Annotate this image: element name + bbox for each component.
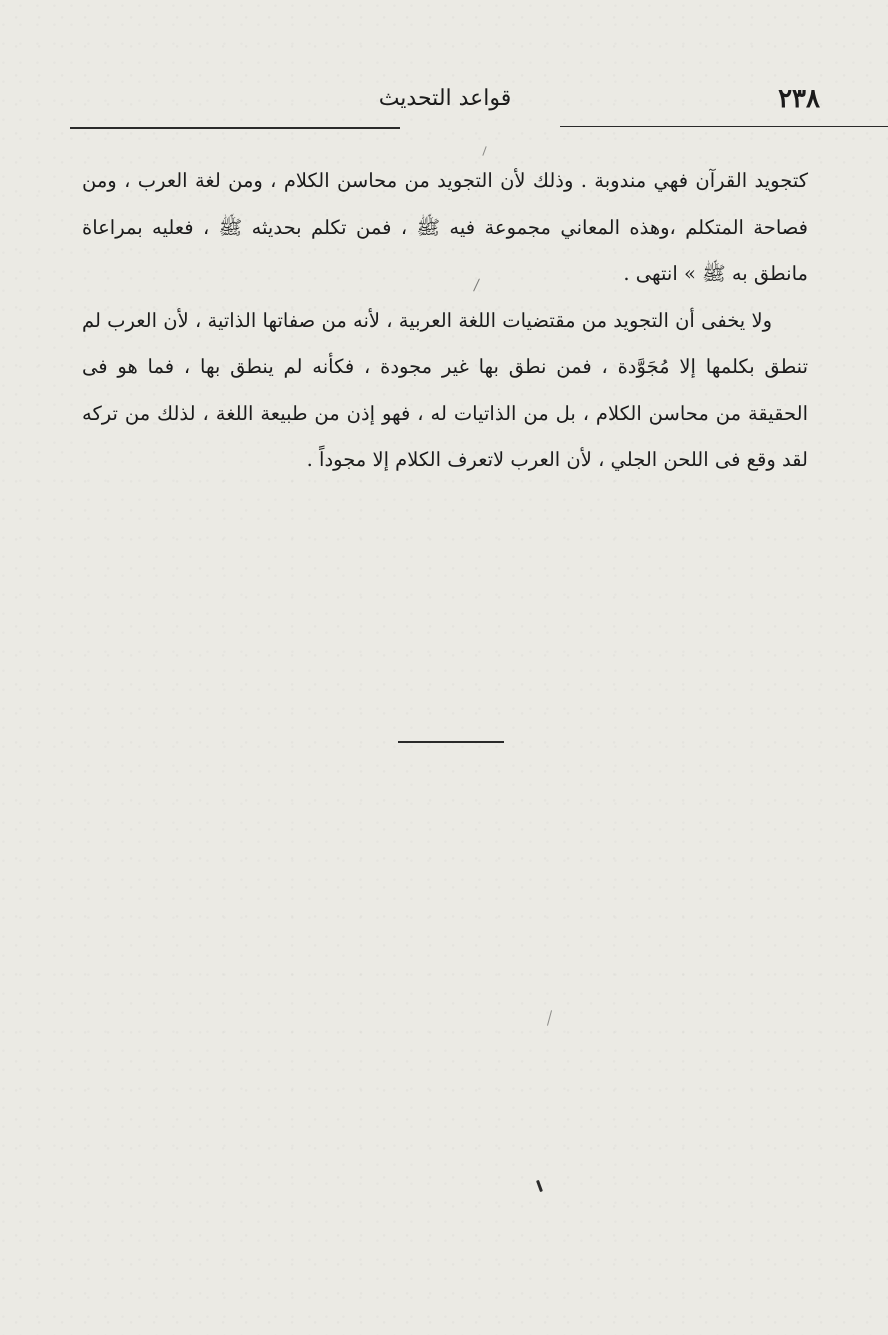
header-rule-left (70, 127, 400, 129)
running-title: قواعد التحديث (378, 86, 512, 111)
paragraph-2: ولا يخفى أن التجويد من مقتضيات اللغة العربية ، لأنه من صفاتها الذاتية ، لأن العرب لم تنطق بكلمها إلا مُجَوَّدة ، فمن نطق بها غير مجودة ، فكأنه لم ينطق بها ، فما هو فى الحقيقة من محاسن الكلام ، بل من الذاتيات له ، فهو إذن من طبيعة اللغة ، لذلك من تركه لقد وقع فى اللحن الجلي ، لأن العرب لاتعرف الكلام إلا مجوداً . (82, 308, 808, 471)
page-header (70, 84, 820, 124)
paper-speck (482, 146, 486, 156)
paragraph-1: كتجويد القرآن فهي مندوبة . وذلك لأن التجويد من محاسن الكلام ، ومن لغة العرب ، ومن فصاحة المتكلم ،وهذه المعاني مجموعة فيه ﷺ ، فمن تكلم بحديثه ﷺ ، فعليه بمراعاة مانطق به ﷺ » انتهى . (82, 169, 808, 285)
header-rule-right (560, 126, 888, 127)
body-text (82, 158, 808, 484)
paper-speck (547, 1010, 552, 1026)
paper-speck (536, 1180, 543, 1192)
page-number: ٢٣٨ (778, 84, 820, 114)
section-end-rule (398, 741, 504, 743)
